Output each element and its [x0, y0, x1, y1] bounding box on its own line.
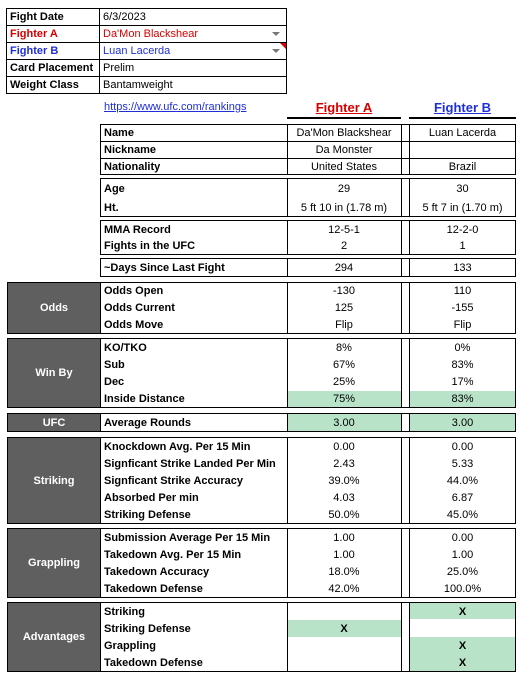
fighter-a-header-text: Fighter A — [315, 99, 373, 115]
strike-accuracy-b: 44.0% — [446, 474, 479, 487]
height-label: Ht. — [104, 201, 119, 214]
adv-takedown-defense-b: X — [458, 656, 467, 669]
inside-distance-a: 75% — [332, 392, 356, 405]
absorbed-a: 4.03 — [333, 491, 355, 504]
takedown-avg-b: 1.00 — [451, 548, 474, 561]
submission-avg-label: Submission Average Per 15 Min — [104, 531, 271, 544]
chevron-down-icon[interactable] — [272, 49, 280, 53]
mma-record-b: 12-2-0 — [446, 223, 479, 236]
slpm-a: 2.43 — [333, 457, 355, 470]
ko-b: 0% — [454, 341, 471, 354]
nickname-a: Da Monster — [315, 143, 373, 156]
name-a: Da'Mon Blackshear — [296, 126, 392, 139]
fighter-b-header-text: Fighter B — [433, 99, 492, 115]
odds-section-label: Odds — [8, 283, 100, 333]
submission-avg-a: 1.00 — [333, 531, 355, 544]
avg-rounds-b: 3.00 — [451, 416, 474, 429]
avg-rounds-label: Average Rounds — [104, 416, 192, 429]
adv-striking-defense-a: X — [340, 622, 348, 635]
age-a: 29 — [337, 182, 351, 195]
takedown-accuracy-label: Takedown Accuracy — [104, 565, 210, 578]
fighter-a-select[interactable] — [99, 25, 287, 43]
slpm-label: Signficant Strike Landed Per Min — [104, 457, 276, 470]
adv-grappling-label: Grappling — [104, 639, 156, 652]
takedown-defense-a: 42.0% — [328, 582, 360, 595]
takedown-avg-a: 1.00 — [333, 548, 355, 561]
adv-striking-b: X — [458, 605, 467, 618]
nationality-b: Brazil — [448, 160, 477, 173]
submission-avg-b: 0.00 — [451, 531, 474, 544]
striking-defense-a: 50.0% — [328, 508, 360, 521]
adv-striking-defense-b — [409, 620, 516, 637]
odds-move-label: Odds Move — [104, 319, 164, 331]
takedown-avg-label: Takedown Avg. Per 15 Min — [104, 548, 242, 561]
days-b: 133 — [453, 261, 472, 274]
ko-label: KO/TKO — [104, 341, 147, 354]
ufc-fights-a: 2 — [340, 239, 348, 252]
ufc-fights-label: Fights in the UFC — [104, 239, 196, 252]
odds-open-a: -130 — [332, 285, 356, 297]
strike-accuracy-a: 39.0% — [328, 474, 360, 487]
avg-rounds-a: 3.00 — [333, 416, 355, 429]
sub-a: 67% — [332, 358, 356, 371]
fighter-a-label: Fighter A — [6, 25, 100, 43]
slpm-b: 5.33 — [451, 457, 474, 470]
adv-striking-a — [287, 603, 401, 620]
weight-class-label: Weight Class — [6, 76, 100, 94]
mma-record-label: MMA Record — [104, 223, 171, 236]
age-label: Age — [104, 182, 125, 195]
odds-current-b: -155 — [451, 302, 474, 314]
ko-a: 8% — [336, 341, 352, 354]
name-b: Luan Lacerda — [428, 126, 497, 139]
striking-defense-label: Striking Defense — [104, 508, 191, 521]
nickname-label: Nickname — [104, 143, 156, 156]
mma-record-a: 12-5-1 — [328, 223, 360, 236]
ufc-section-label: UFC — [8, 414, 100, 431]
nationality-label: Nationality — [104, 160, 161, 173]
knockdown-label: Knockdown Avg. Per 15 Min — [104, 440, 251, 453]
adv-takedown-defense-a — [287, 654, 401, 671]
weight-class-field[interactable]: Bantamweight — [99, 76, 287, 94]
ufc-fights-b: 1 — [459, 239, 466, 252]
fight-date-label: Fight Date — [6, 8, 100, 26]
grappling-section-label: Grappling — [8, 529, 100, 597]
knockdown-a: 0.00 — [333, 440, 355, 453]
striking-defense-b: 45.0% — [446, 508, 479, 521]
days-a: 294 — [334, 261, 354, 274]
age-b: 30 — [456, 182, 469, 195]
advantages-section-label: Advantages — [8, 603, 100, 671]
days-label: ~Days Since Last Fight — [104, 261, 225, 274]
odds-open-label: Odds Open — [104, 285, 164, 297]
adv-striking-label: Striking — [104, 605, 145, 618]
absorbed-label: Absorbed Per min — [104, 491, 199, 504]
takedown-defense-b: 100.0% — [443, 582, 482, 595]
nickname-b — [409, 141, 516, 158]
takedown-accuracy-b: 25.0% — [446, 565, 479, 578]
adv-grappling-a — [287, 637, 401, 654]
comment-indicator-icon[interactable] — [280, 43, 286, 49]
fighter-a-header — [287, 97, 401, 119]
odds-current-label: Odds Current — [104, 302, 175, 314]
chevron-down-icon[interactable] — [272, 32, 280, 36]
adv-striking-defense-label: Striking Defense — [104, 622, 191, 635]
inside-distance-label: Inside Distance — [104, 392, 185, 405]
strike-accuracy-label: Signficant Strike Accuracy — [104, 474, 243, 487]
sub-label: Sub — [104, 358, 125, 371]
takedown-defense-label: Takedown Defense — [104, 582, 203, 595]
fighter-a-select-value: Da'Mon Blackshear — [103, 28, 199, 40]
dec-a: 25% — [332, 375, 356, 388]
fighter-b-label: Fighter B — [6, 42, 100, 60]
height-b: 5 ft 7 in (1.70 m) — [422, 201, 503, 214]
win-by-section-label: Win By — [8, 339, 100, 407]
absorbed-b: 6.87 — [451, 491, 474, 504]
knockdown-b: 0.00 — [451, 440, 474, 453]
fighter-b-select-value: Luan Lacerda — [103, 45, 171, 57]
adv-takedown-defense-label: Takedown Defense — [104, 656, 203, 669]
fighter-b-header — [409, 97, 516, 119]
rankings-link[interactable]: https://www.ufc.com/rankings — [104, 101, 247, 113]
height-a: 5 ft 10 in (1.78 m) — [300, 201, 388, 214]
fighter-b-select[interactable] — [99, 42, 287, 60]
dec-b: 17% — [451, 375, 474, 388]
odds-current-a: 125 — [334, 302, 354, 314]
fight-date-field[interactable]: 6/3/2023 — [99, 8, 287, 26]
adv-grappling-b: X — [458, 639, 467, 652]
odds-open-b: 110 — [453, 285, 472, 297]
name-label: Name — [104, 126, 134, 139]
takedown-accuracy-a: 18.0% — [328, 565, 360, 578]
odds-move-a: Flip — [335, 319, 353, 331]
striking-section-label: Striking — [8, 438, 100, 523]
odds-move-b: Flip — [453, 319, 472, 331]
sub-b: 83% — [451, 358, 474, 371]
inside-distance-b: 83% — [451, 392, 474, 405]
nationality-a: United States — [310, 160, 378, 173]
card-placement-field[interactable]: Prelim — [99, 59, 287, 77]
card-placement-label: Card Placement — [6, 59, 100, 77]
dec-label: Dec — [104, 375, 125, 388]
